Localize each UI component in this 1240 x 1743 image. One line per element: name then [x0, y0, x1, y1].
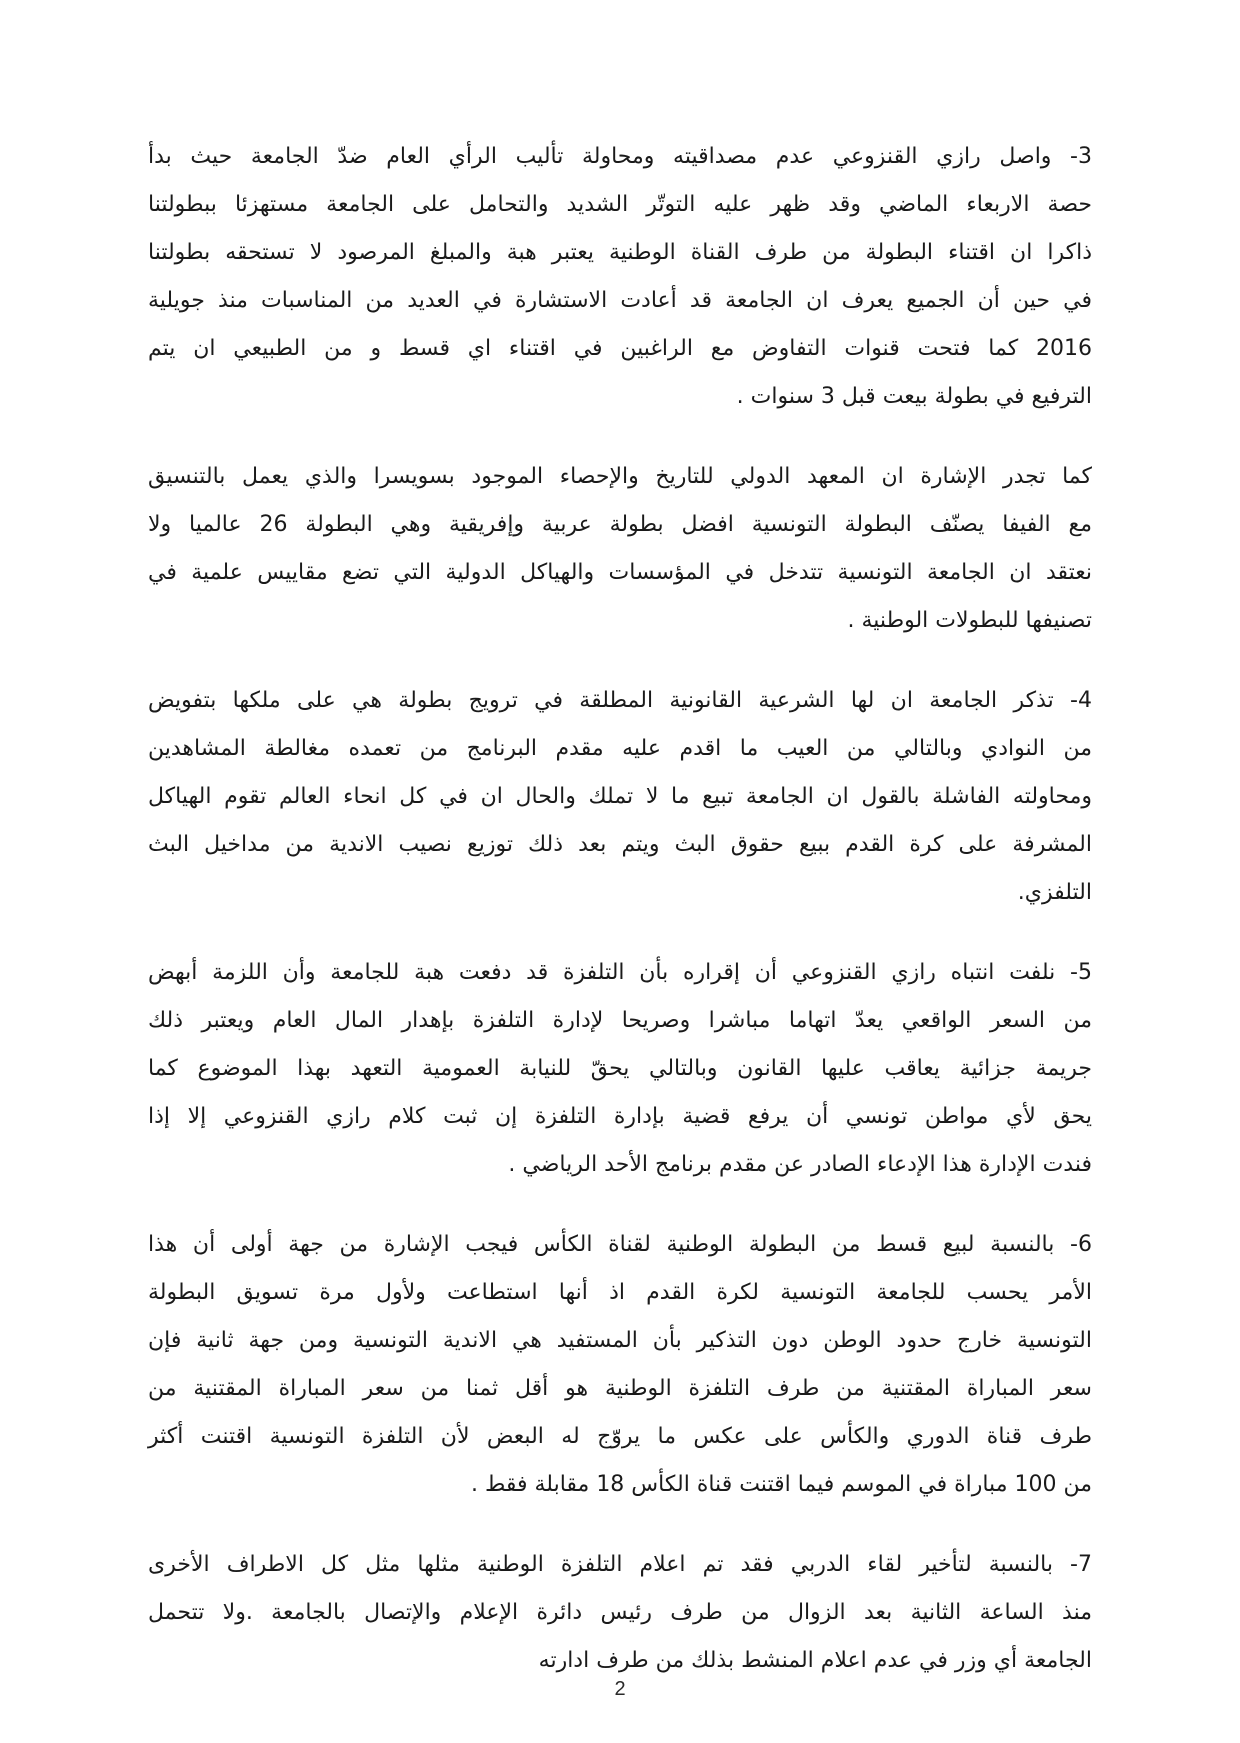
text-line: التونسية خارج حدود الوطن دون التذكير بأن المستفيد هي الاندية التونسية ومن جهة ثانية فإن	[148, 1328, 1092, 1353]
text-line: التلفزي.	[1017, 880, 1092, 905]
text-line: ومحاولته الفاشلة بالقول ان الجامعة تبيع ما لا تملك والحال ان في كل انحاء العالم تقوم الهياكل	[148, 784, 1092, 809]
text-line: ذاكرا ان اقتناء البطولة من طرف القناة الوطنية يعتبر هبة والمبلغ المرصود لا تستحقه بطولتنا	[148, 240, 1092, 265]
text-line: فندت الإدارة هذا الإدعاء الصادر عن مقدم برنامج الأحد الرياضي .	[508, 1152, 1092, 1177]
paragraph	[148, 1221, 1092, 1509]
text-line: الترفيع في بطولة بيعت قبل 3 سنوات .	[736, 384, 1092, 409]
paragraph	[148, 1541, 1092, 1685]
text-line: حصة الاربعاء الماضي وقد ظهر عليه التوتّر الشديد والتحامل على الجامعة مستهزئا ببطولتنا	[148, 192, 1092, 217]
paragraph	[148, 133, 1092, 421]
text-line: الجامعة أي وزر في عدم اعلام المنشط بذلك من طرف ادارته	[538, 1648, 1092, 1673]
document-body	[148, 133, 1092, 1717]
text-line: 5- نلفت انتباه رازي القنزوعي أن إقراره بأن التلفزة قد دفعت هبة للجامعة وأن اللزمة أبهض	[148, 960, 1092, 985]
text-line: جريمة جزائية يعاقب عليها القانون وبالتالي يحقّ للنيابة العمومية التعهد بهذا الموضوع كما	[148, 1056, 1092, 1081]
text-line: من السعر الواقعي يعدّ اتهاما مباشرا وصريحا لإدارة التلفزة بإهدار المال العام ويعتبر ذلك	[148, 1008, 1092, 1033]
text-line: 2016 كما فتحت قنوات التفاوض مع الراغبين في اقتناء اي قسط و من الطبيعي ان يتم	[148, 336, 1092, 361]
paragraph	[148, 453, 1092, 645]
text-line: نعتقد ان الجامعة التونسية تتدخل في المؤسسات والهياكل الدولية التي تضع مقاييس علمية في	[148, 560, 1092, 585]
text-line: الأمر يحسب للجامعة التونسية لكرة القدم اذ أنها استطاعت ولأول مرة تسويق البطولة	[148, 1280, 1092, 1305]
paragraph	[148, 949, 1092, 1189]
text-line: من النوادي وبالتالي من العيب ما اقدم عليه مقدم البرنامج من تعمده مغالطة المشاهدين	[148, 736, 1092, 761]
text-line: تصنيفها للبطولات الوطنية .	[847, 608, 1092, 633]
text-line: 7- بالنسبة لتأخير لقاء الدربي فقد تم اعلام التلفزة الوطنية مثلها مثل كل الاطراف الأخرى	[148, 1552, 1092, 1577]
paragraph	[148, 677, 1092, 917]
text-line: 3- واصل رازي القنزوعي عدم مصداقيته ومحاولة تأليب الرأي العام ضدّ الجامعة حيث بدأ	[148, 144, 1092, 169]
text-line: سعر المباراة المقتنية من طرف التلفزة الوطنية هو أقل ثمنا من سعر المباراة المقتنية من	[148, 1376, 1092, 1401]
text-line: طرف قناة الدوري والكأس على عكس ما يروّج له البعض لأن التلفزة التونسية اقتنت أكثر	[148, 1424, 1092, 1449]
text-line: منذ الساعة الثانية بعد الزوال من طرف رئيس دائرة الإعلام والإتصال بالجامعة .ولا تتحمل	[148, 1600, 1092, 1625]
page-number: 2	[614, 1678, 626, 1700]
text-line: من 100 مباراة في الموسم فيما اقتنت قناة الكأس 18 مقابلة فقط .	[470, 1472, 1092, 1497]
text-line: كما تجدر الإشارة ان المعهد الدولي للتاريخ والإحصاء الموجود بسويسرا والذي يعمل بالتنسيق	[148, 464, 1092, 489]
text-line: 4- تذكر الجامعة ان لها الشرعية القانونية المطلقة في ترويج بطولة هي على ملكها بتفويض	[148, 688, 1092, 713]
text-line: 6- بالنسبة لبيع قسط من البطولة الوطنية لقناة الكأس فيجب الإشارة من جهة أولى أن هذا	[148, 1232, 1092, 1257]
text-line: مع الفيفا يصنّف البطولة التونسية افضل بطولة عربية وإفريقية وهي البطولة 26 عالميا ولا	[148, 512, 1092, 537]
text-line: المشرفة على كرة القدم ببيع حقوق البث ويتم بعد ذلك توزيع نصيب الاندية من مداخيل البث	[148, 832, 1092, 857]
text-line: في حين أن الجميع يعرف ان الجامعة قد أعادت الاستشارة في العديد من المناسبات منذ جويلية	[148, 288, 1092, 313]
text-line: يحق لأي مواطن تونسي أن يرفع قضية بإدارة التلفزة إن ثبت كلام رازي القنزوعي إلا إذا	[148, 1104, 1092, 1129]
